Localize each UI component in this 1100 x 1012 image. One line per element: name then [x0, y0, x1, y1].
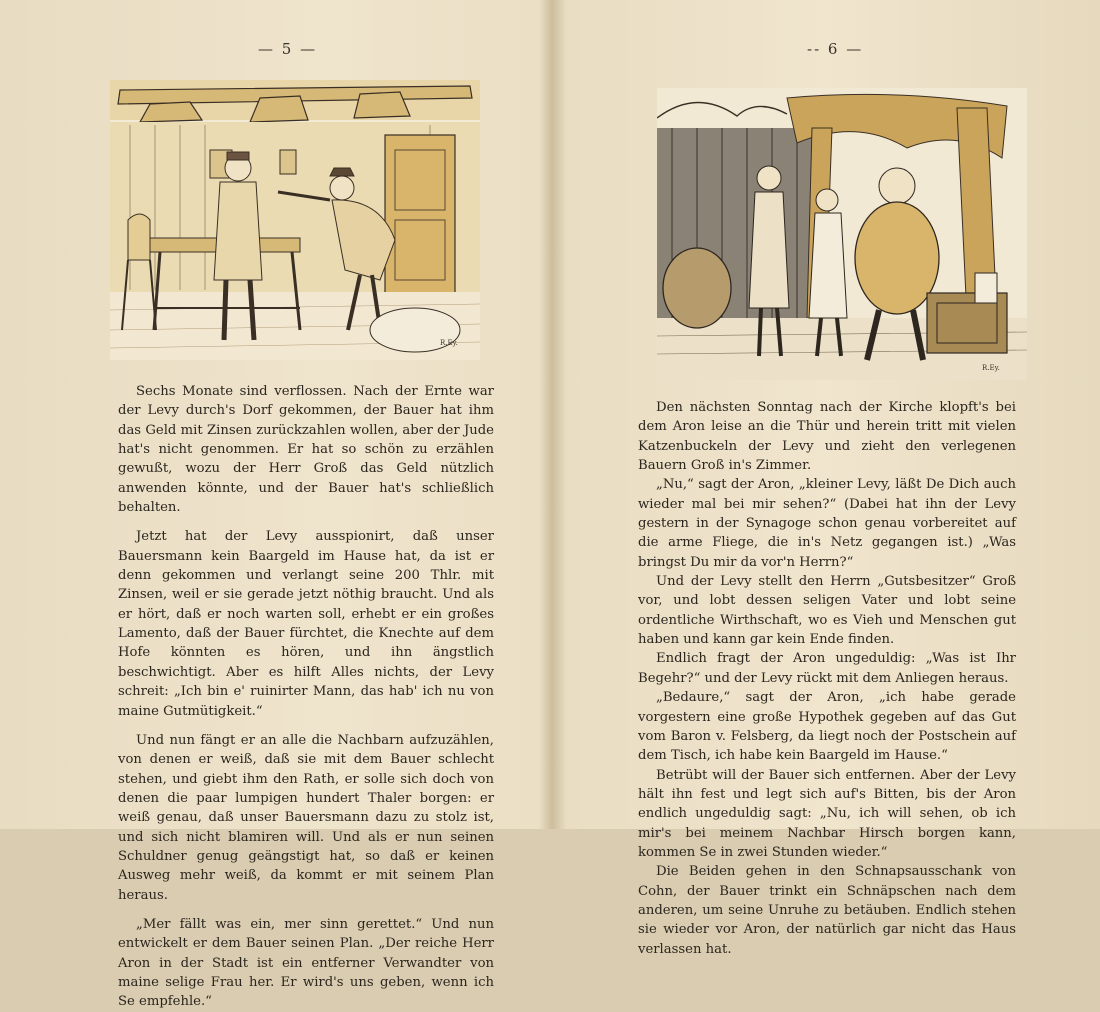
artist-signature: R.Ey.: [982, 364, 1000, 372]
paragraph: Endlich fragt der Aron ungeduldig: „Was ist Ihr Begehr?“ und der Levy rückt mit dem Anliegen heraus.: [638, 651, 1016, 686]
illustration-farmer-and-peddler: [110, 80, 480, 360]
paragraph: Sechs Monate sind verflossen. Nach der Ernte war der Levy durch's Dorf gekommen, der Bauer hat ihm das Geld mit Zinsen zurückzahlen wollen, aber der Jude hat's nicht genommen. Er hat so schön zu erzählen gewußt, wozu der Herr Groß das Geld nützlich anwenden könnte, und der Bauer hat's schließlich behalten.: [118, 384, 494, 516]
artist-signature: R.Ey.: [440, 339, 458, 347]
paragraph: Und der Levy stellt den Herrn „Gutsbesitzer“ Groß vor, und lobt dessen seligen Vater und lobt seine ordentliche Wirthschaft, wo es Vieh und Menschen gut haben und kann gar kein Ende finden.: [638, 574, 1016, 648]
paragraph: Die Beiden gehen in den Schnapsausschank von Cohn, der Bauer trinkt ein Schnäpschen nach dem anderen, um seine Unruhe zu betäuben. Endlich stehen sie wieder vor Aron, der natürlich gar nicht das Haus verlassen hat.: [638, 864, 1016, 957]
paragraph: Betrübt will der Bauer sich entfernen. Aber der Levy hält ihn fest und legt sich auf's Bitten, bis der Aron endlich ungeduldig sagt: „Nu, ich will sehen, ob ich mir's bei meinem Nachbar Hirsch borgen kann, kommen Se in zwei Stunden wieder.“: [638, 767, 1016, 860]
left-body-text: [118, 382, 494, 1012]
left-page: [0, 0, 550, 1010]
paragraph: „Mer fällt was ein, mer sinn gerettet.“ Und nun entwickelt er dem Bauer seinen Plan. „Der reiche Herr Aron in der Stadt ist ein entferner Verwandter von maine selige Frau her. Er wird's uns geben, wenn ich Se empfehle.“: [118, 916, 494, 1010]
paragraph: Den nächsten Sonntag nach der Kirche klopft's bei dem Aron leise an die Thür und herein tritt mit vielen Katzenbuckeln der Levy und zieht den verlegenen Bauern Groß in's Zimmer.: [638, 400, 1016, 474]
page-number-right: -- 6 —: [807, 40, 864, 58]
paragraph: „Bedaure,“ sagt der Aron, „ich habe gerade vorgestern eine große Hypothek gegeben auf das Gut vom Baron v. Felsberg, da liegt noch der Postschein auf dem Tisch, ich habe kein Baargeld im Hause.“: [638, 690, 1016, 764]
paragraph: „Nu,“ sagt der Aron, „kleiner Levy, läßt De Dich auch wieder mal bei mir sehen?“ (Dabei hat ihn der Levy gestern in der Synagoge schon genau vorbereitet auf die arme Fliege, die in's Netz gegangen ist.) „Was bringst Du mir da vor'n Herrn?“: [638, 477, 1016, 570]
right-page: [552, 0, 1100, 957]
page-number-left: — 5 —: [258, 40, 318, 58]
engraving-right: [657, 88, 1027, 380]
engraving-left: [110, 80, 480, 360]
illustration-salon-scene: [657, 88, 1027, 380]
paragraph: Jetzt hat der Levy ausspionirt, daß unser Bauersmann kein Baargeld im Hause hat, da ist er denn gekommen und verlangt seine 200 Thlr. mit Zinsen, weil er sie gerade jetzt nöthig braucht. Und als er hört, daß er noch warten soll, erhebt er ein großes Lamento, daß der Bauer fürchtet, die Knechte auf dem Hofe könnten es hören, und ihn ängstlich beschwichtigt. Aber es hilft Alles nichts, der Levy schreit: „Ich bin e' ruinirter Mann, das hab' ich nu von maine Gutmütigkeit.“: [118, 529, 494, 719]
paragraph: Und nun fängt er an alle die Nachbarn aufzuzählen, von denen er weiß, daß sie mit dem Bauer schlecht stehen, und giebt ihm den Rath, er solle sich doch von denen die paar lumpigen hundert Thaler borgen: er weiß genau, daß unser Bauersmann dazu zu stolz ist, und sich nicht blamiren will. Und als er nun seinen Schuldner genug geängstigt hat, so daß er keinen Ausweg mehr weiß, da kommt er mit seinem Plan heraus.: [118, 732, 494, 903]
right-body-text: [638, 398, 1016, 959]
